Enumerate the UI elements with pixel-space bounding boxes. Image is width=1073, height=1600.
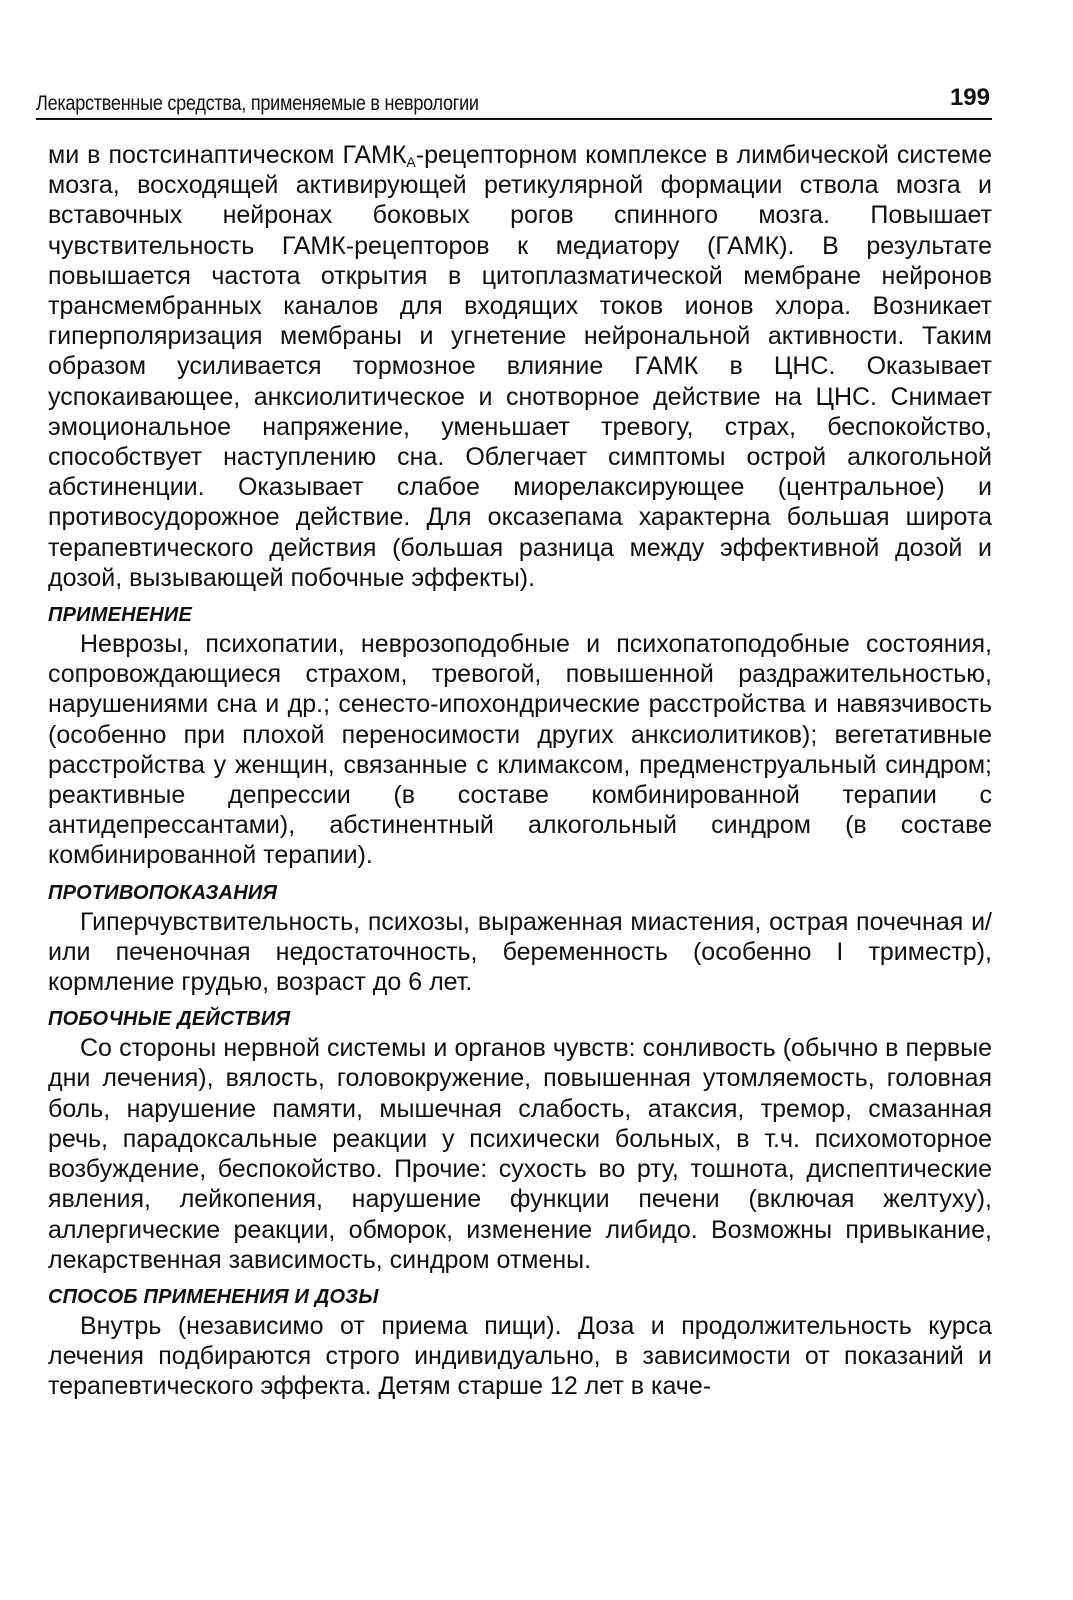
section-text-dosage: Внутрь (независимо от приема пищи). Доза и продолжительность курса лечения подбираются строго индивидуально, в зависимости от показаний и терапевтического эффекта. Детям старше 12 лет в каче- (48, 1311, 992, 1401)
section-heading-application: ПРИМЕНЕНИЕ (48, 604, 193, 627)
running-header (36, 84, 992, 120)
section-text-application: Неврозы, психопатии, неврозоподобные и психопатоподобные состояния, сопровождающиеся страхом, тревогой, повышенной раздражительностью, нарушениями сна и др.; сенесто-ипохондрические расстройства и навязчивость (особенно при плохой переносимости других анксиолитиков); вегетативные расстройства у женщин, связанные с климаксом, предменструальный синдром; реактивные депрессии (в составе комбинированной терапии с антидепрессантами), абстинентный алкогольный синдром (в составе комбинированной терапии). (48, 630, 992, 870)
section-heading-contraindications: ПРОТИВОПОКАЗАНИЯ (48, 881, 278, 904)
page-number: 199 (949, 84, 990, 111)
intro-text-rest: -рецепторном комплексе в лимбической системе мозга, восходящей активирующей ретикулярной формации ствола мозга и вставочных нейронах боковых рогов спинного мозга. Повышает чувствительность ГАМК-рецепторов к медиатору (ГАМК). В результате повышается частота открытия в цитоплазматической мембране нейронов трансмембранных каналов для входящих токов ионов хлора. Возникает гиперполяризация мембраны и угнетение нейрональной активности. Таким образом усиливается тормозное влияние ГАМК в ЦНС. Оказывает успокаивающее, анксиолитическое и снотворное действие на ЦНС. Снимает эмоциональное напряжение, уменьшает тревогу, страх, беспокойство, способствует наступлению сна. Облегчает симптомы острой алкогольной абстиненции. Оказывает слабое миорелаксирующее (центральное) и противосудорожное действие. Для оксазепама характерна большая широта терапевтического действия (большая разница между эффективной дозой и дозой, вызывающей побочные эффекты). (48, 141, 992, 592)
section-text-contraindications: Гиперчувствительность, психозы, выраженная миастения, острая почечная и/или печеночная недостаточность, беременность (особенно I триместр), кормление грудью, возраст до 6 лет. (48, 907, 992, 997)
intro-paragraph (48, 140, 992, 593)
gaba-subscript: А (406, 154, 416, 170)
intro-text-start: ми в постсинаптическом ГАМК (48, 141, 407, 169)
section-text-side-effects: Со стороны нервной системы и органов чувств: сонливость (обычно в первые дни лечения), вялость, головокружение, повышенная утомляемость, головная боль, нарушение памяти, мышечная слабость, атаксия, тремор, смазанная речь, парадоксальные реакции у психически больных, в т.ч. психомоторное возбуждение, беспокойство. Прочие: сухость во рту, тошнота, диспептические явления, лейкопения, нарушение функции печени (включая желтуху), аллергические реакции, обморок, изменение либидо. Возможны привыкание, лекарственная зависимость, синдром отмены. (48, 1034, 992, 1274)
page-body (48, 140, 992, 1402)
section-heading-dosage: СПОСОБ ПРИМЕНЕНИЯ И ДОЗЫ (48, 1285, 379, 1308)
section-heading-side-effects: ПОБОЧНЫЕ ДЕЙСТВИЯ (48, 1008, 291, 1031)
running-title: Лекарственные средства, применяемые в неврологии (36, 92, 479, 115)
